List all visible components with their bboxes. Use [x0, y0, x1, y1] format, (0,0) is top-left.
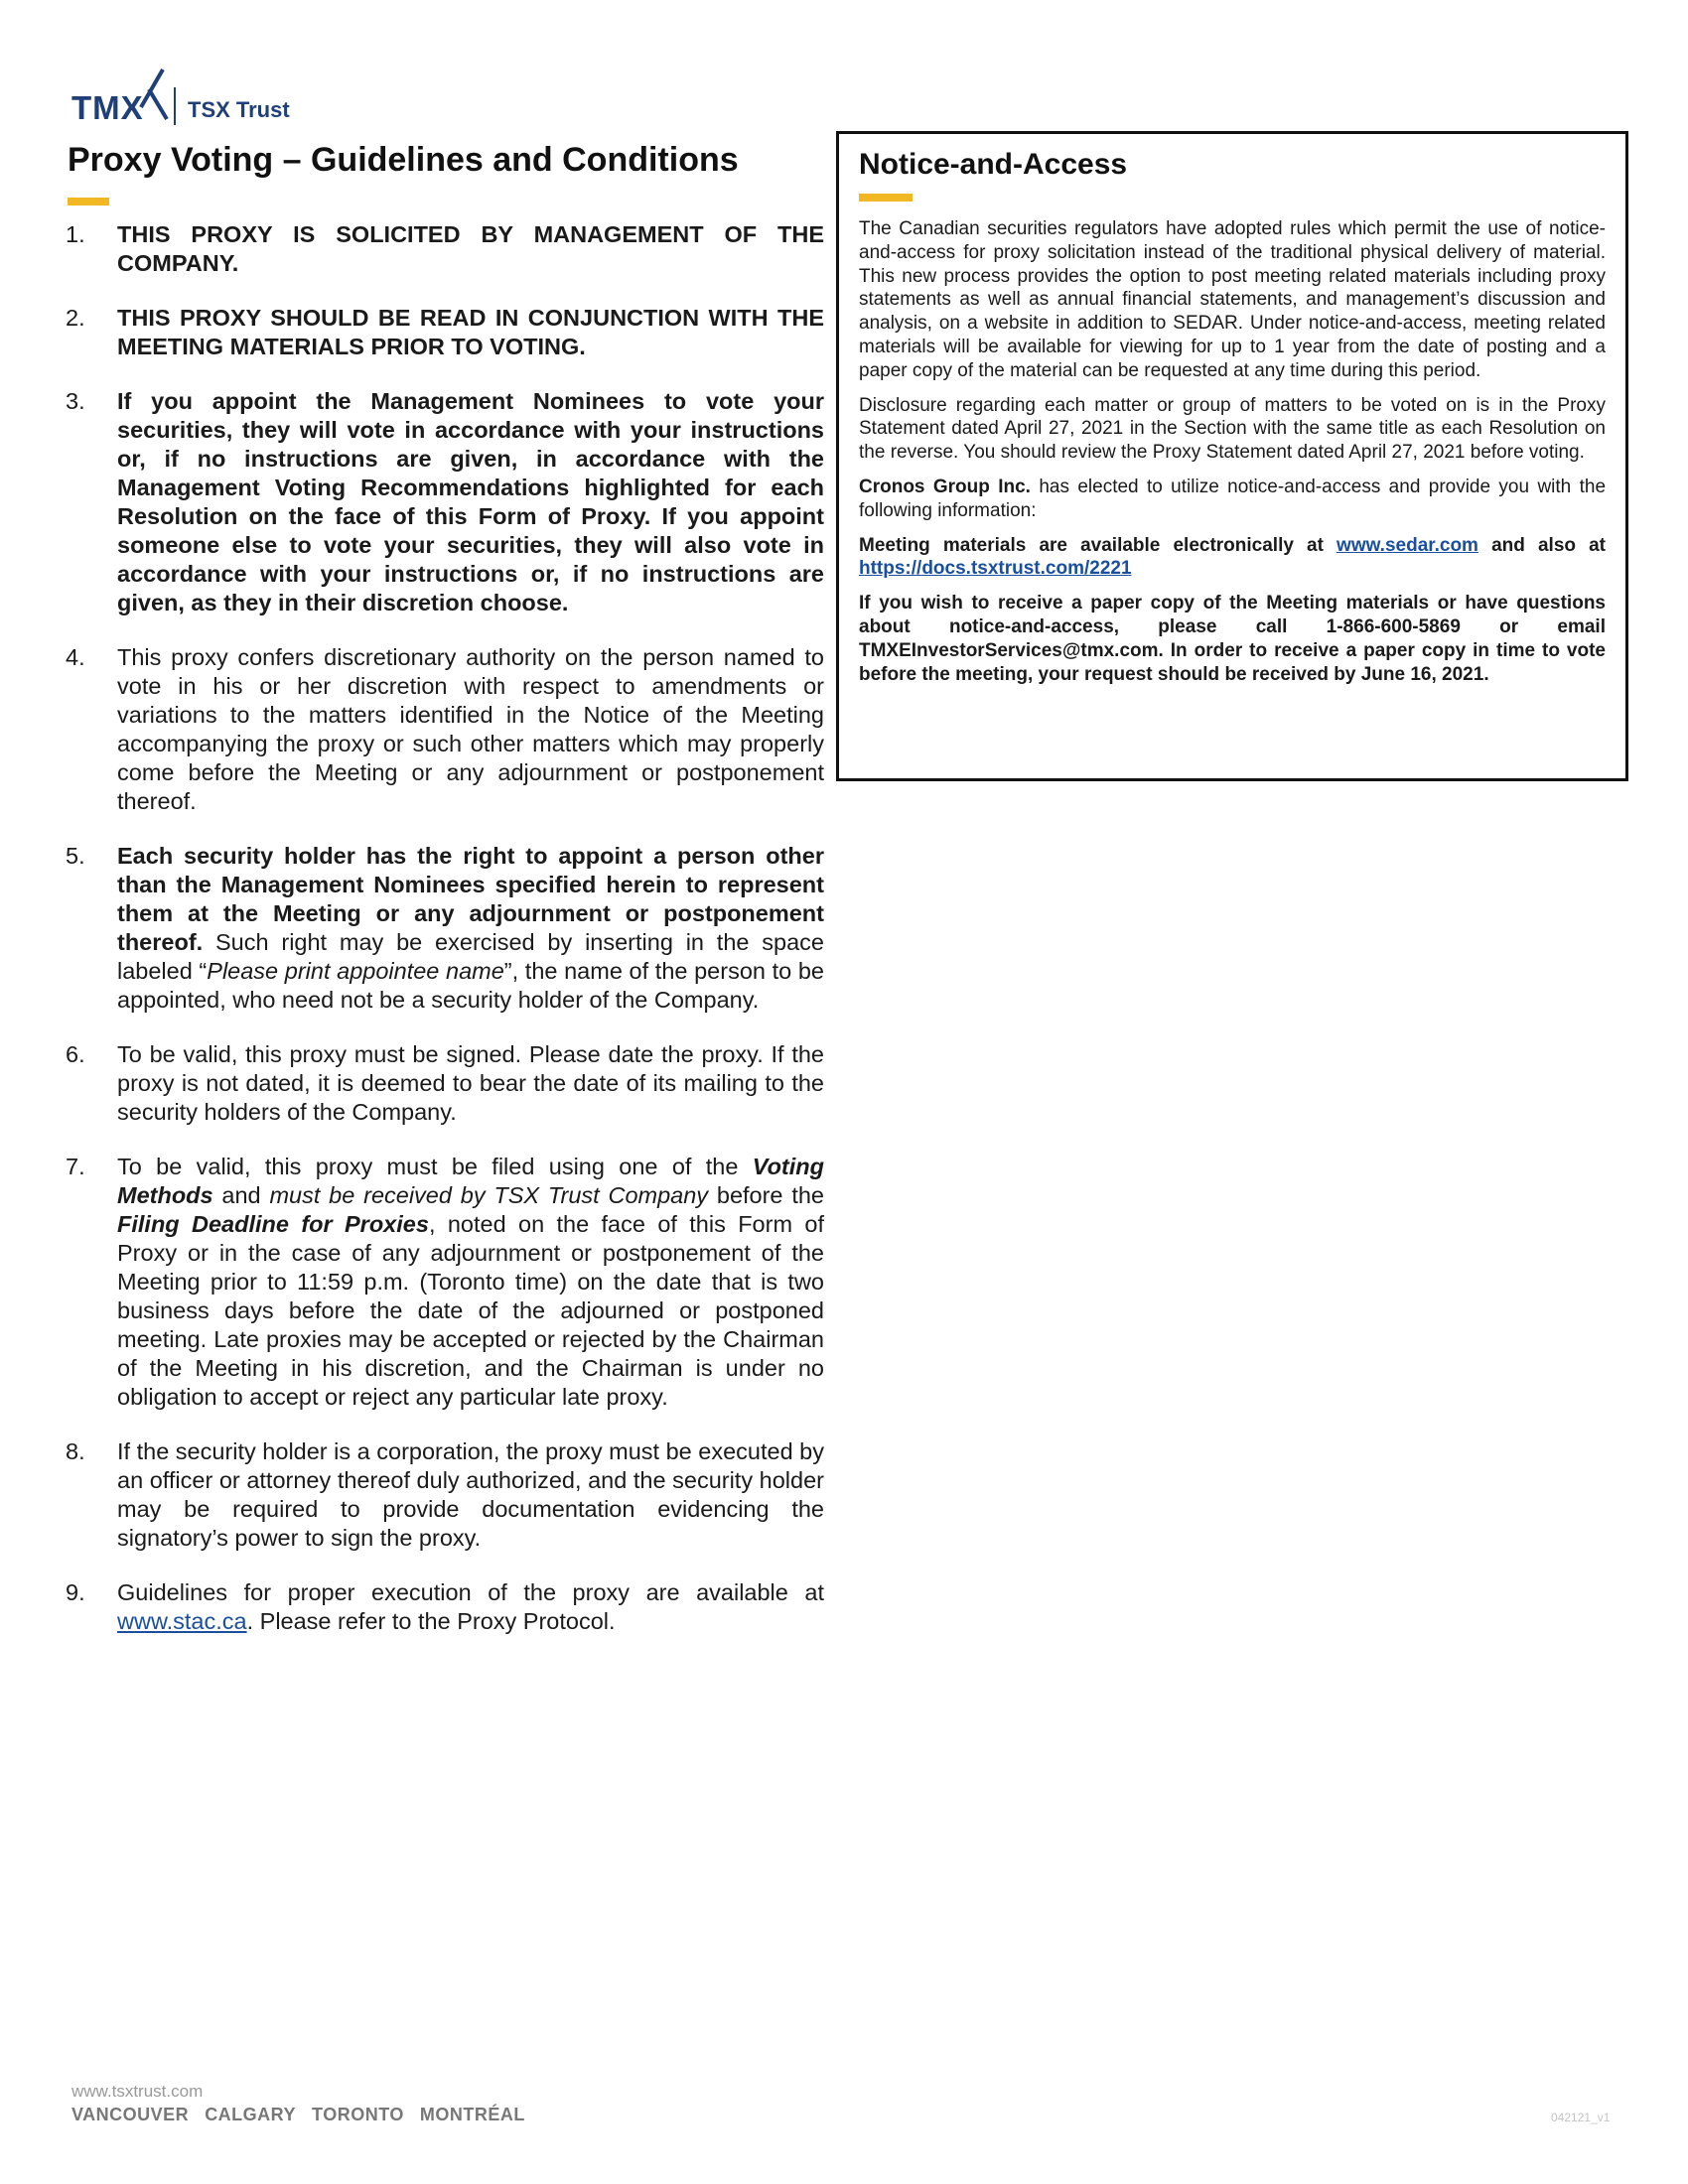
text-segment: ”, the name of the person to be appointed, who need not be a security holder of the Company.: [117, 958, 824, 1013]
text-segment: Meeting materials are available electronically at: [859, 534, 1337, 556]
text-segment: If the security holder is a corporation, the proxy must be executed by an officer or attorney thereof duly authorized, and the security holder may be required to provide documentation evidencing the signatory’s power to sign the proxy.: [117, 1438, 824, 1551]
item-number: 7.: [66, 1154, 85, 1179]
footer-city: TORONTO: [312, 2105, 404, 2124]
page-title: Proxy Voting – Guidelines and Conditions: [68, 141, 739, 179]
text-segment: THIS PROXY SHOULD BE READ IN CONJUNCTION WITH THE MEETING MATERIALS PRIOR TO VOTING.: [117, 305, 824, 359]
text-segment: This proxy confers discretionary authority on the person named to vote in his or her discretion with respect to amendments or variations to the matters identified in the Notice of the Meeting accompanying the proxy or such other matters which may properly come before the Meeting or any adjournment or postponement thereof.: [117, 644, 824, 814]
document-code: 042121_v1: [1551, 2111, 1611, 2124]
text-segment: To be valid, this proxy must be signed. Please date the proxy. If the proxy is not dated, it is deemed to bear the date of its mailing to the security holders of the Company.: [117, 1041, 824, 1125]
notice-accent-bar: [859, 194, 913, 202]
text-segment: If you appoint the Management Nominees to vote your securities, they will vote in accordance with your instructions or, if no instructions are given, in accordance with the Management Voting Recommendations highlighted for each Resolution on the face of this Form of Proxy. If you appoint someone else to vote your securities, they will also vote in accordance with your instructions or, if no instructions are given, as they in their discretion choose.: [117, 388, 824, 615]
text-segment: Disclosure regarding each matter or group of matters to be voted on is in the Proxy Statement dated April 27, 2021 in the Section with the same title as each Resolution on the reverse. You should review the Proxy Statement dated April 27, 2021 before voting.: [859, 394, 1606, 464]
notice-title: Notice-and-Access: [859, 148, 1128, 181]
link[interactable]: www.sedar.com: [1336, 534, 1478, 556]
text-segment: Such right may be exercised by inserting in the space labeled “: [117, 929, 824, 984]
item-number: 1.: [66, 221, 85, 247]
guideline-item: [66, 842, 824, 1015]
notice-paragraph: [859, 534, 1606, 582]
guideline-item: [66, 304, 824, 361]
item-text: [117, 644, 824, 814]
guidelines-list: [66, 220, 824, 1662]
footer-url: www.tsxtrust.com: [71, 2082, 204, 2101]
text-segment: Voting Methods: [117, 1154, 824, 1208]
text-segment: before the: [708, 1182, 824, 1208]
logo-tmx-text: TMX: [71, 89, 144, 126]
guideline-item: [66, 387, 824, 617]
item-number: 2.: [66, 305, 85, 331]
text-segment: must be received by TSX Trust Company: [269, 1182, 709, 1208]
text-segment: Cronos Group Inc.: [859, 476, 1031, 497]
item-text: [117, 1041, 824, 1125]
text-segment: If you wish to receive a paper copy of the Meeting materials or have questions about notice-and-access, please call 1-866-600-5869 or email TMXEInvestorServices@tmx.com. In order to receive a paper copy in time to vote before the meeting, your request should be received by June 16, 2021.: [859, 593, 1606, 685]
footer-cities: [71, 2105, 541, 2125]
guideline-item: [66, 643, 824, 816]
text-segment: Please print appointee name: [207, 958, 504, 984]
item-text: [117, 1438, 824, 1551]
guideline-item: [66, 1040, 824, 1127]
notice-paragraph: [859, 394, 1606, 465]
item-text: [117, 221, 824, 276]
guideline-item: [66, 1437, 824, 1553]
notice-and-access-box: [836, 131, 1628, 781]
item-number: 5.: [66, 843, 85, 869]
notice-paragraph: [859, 476, 1606, 523]
item-text: [117, 1154, 824, 1410]
logo-brand-text: TSX Trust: [188, 97, 290, 122]
footer-city: VANCOUVER: [71, 2105, 190, 2124]
item-text: [117, 843, 824, 1013]
link[interactable]: https://docs.tsxtrust.com/2221: [859, 558, 1132, 580]
title-accent-bar: [68, 198, 109, 205]
text-segment: , noted on the face of this Form of Proxy or in the case of any adjournment or postponement of the Meeting prior to 11:59 p.m. (Toronto time) on the date that is two business days before the date of the adjourned or postponed meeting. Late proxies may be accepted or rejected by the Chairman of the Meeting in his discretion, and the Chairman is under no obligation to accept or reject any particular late proxy.: [117, 1211, 824, 1410]
footer-city: CALGARY: [205, 2105, 297, 2124]
text-segment: Each security holder has the right to appoint a person other than the Management Nominees specified herein to represent them at the Meeting or any adjournment or postponement thereof.: [117, 843, 824, 955]
text-segment: The Canadian securities regulators have adopted rules which permit the use of notice-and-access for proxy solicitation instead of the traditional physical delivery of material. This new process provides the option to post meeting related materials including proxy statements as well as annual financial statements, and management’s discussion and analysis, on a website in addition to SEDAR. Under notice-and-access, meeting related materials will be available for viewing for up to 1 year from the date of posting and a paper copy of the material can be requested at any time during this period.: [859, 218, 1606, 381]
notice-paragraph: [859, 217, 1606, 383]
item-number: 4.: [66, 644, 85, 670]
text-segment: Guidelines for proper execution of the proxy are available at: [117, 1579, 824, 1605]
text-segment: and: [212, 1182, 270, 1208]
logo-divider: [174, 87, 176, 125]
text-segment: To be valid, this proxy must be filed using one of the: [117, 1154, 753, 1179]
text-segment: has elected to utilize notice-and-access and provide you with the following information:: [859, 476, 1607, 521]
guideline-item: [66, 220, 824, 278]
text-segment: . Please refer to the Proxy Protocol.: [246, 1608, 616, 1634]
guideline-item: [66, 1578, 824, 1636]
item-number: 3.: [66, 388, 85, 414]
link[interactable]: www.stac.ca: [117, 1608, 247, 1634]
item-text: [117, 305, 824, 359]
item-number: 6.: [66, 1041, 85, 1067]
guideline-item: [66, 1153, 824, 1412]
text-segment: THIS PROXY IS SOLICITED BY MANAGEMENT OF THE COMPANY.: [117, 221, 824, 276]
tmx-tsx-trust-logo: [71, 64, 330, 133]
text-segment: and also at: [1477, 534, 1606, 556]
text-segment: Filing Deadline for Proxies: [117, 1211, 429, 1237]
item-number: 8.: [66, 1438, 85, 1464]
item-text: [117, 1579, 824, 1634]
item-number: 9.: [66, 1579, 85, 1605]
item-text: [117, 388, 824, 615]
notice-paragraph: [859, 592, 1606, 686]
footer-city: MONTRÉAL: [419, 2105, 525, 2124]
notice-body: [859, 217, 1606, 697]
